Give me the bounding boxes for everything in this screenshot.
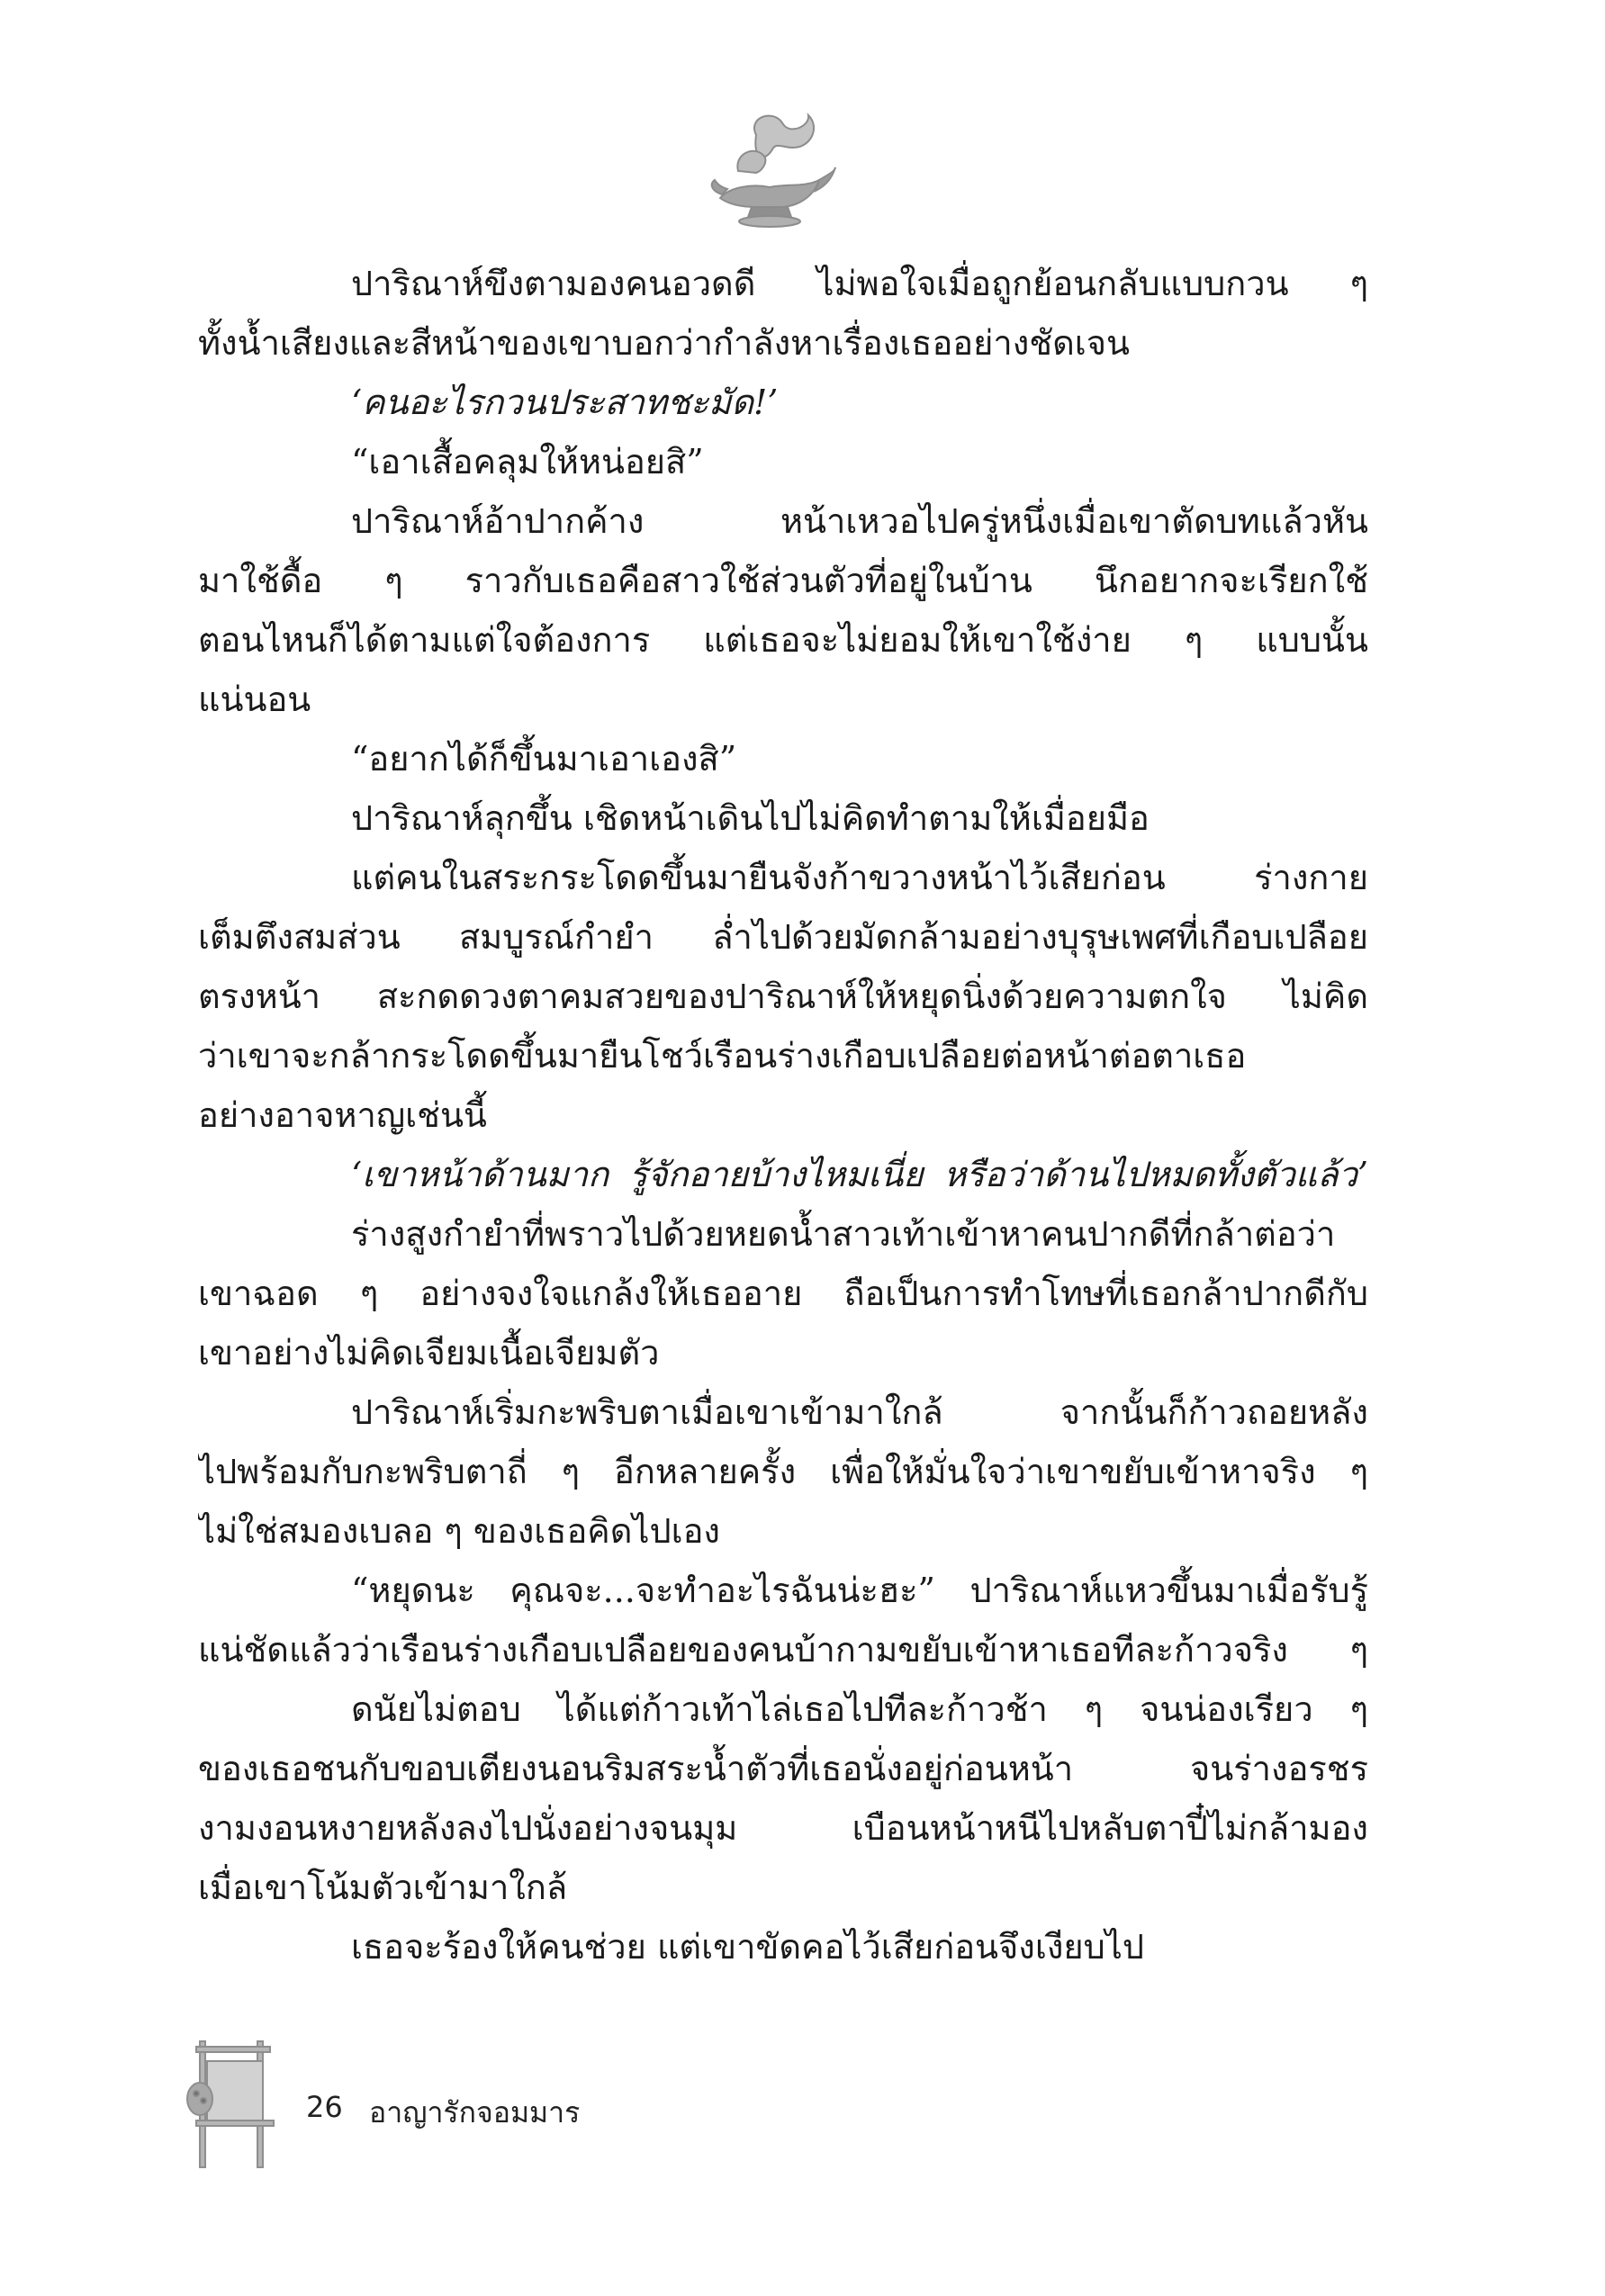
easel-icon	[180, 2034, 288, 2169]
text-line: แน่นอน	[198, 680, 311, 719]
text-line: ดนัยไม่ตอบ ได้แต่ก้าวเท้าไล่เธอไปทีละก้าวช้า ๆ จนน่องเรียว ๆ	[351, 1689, 1368, 1729]
text-line: ปาริณาห์ลุกขึ้น เชิดหน้าเดินไปไม่คิดทำตามให้เมื่อยมือ	[351, 798, 1150, 838]
text-line: ปาริณาห์อ้าปากค้าง หน้าเหวอไปครู่หนึ่งเมื่อเขาตัดบทแล้วหัน	[351, 501, 1368, 541]
text-line: ไปพร้อมกับกะพริบตาถี่ ๆ อีกหลายครั้ง เพื่อให้มั่นใจว่าเขาขยับเข้าหาจริง ๆ	[198, 1452, 1368, 1491]
text-line: ปาริณาห์เริ่มกะพริบตาเมื่อเขาเข้ามาใกล้ จากนั้นก็ก้าวถอยหลัง	[351, 1392, 1368, 1432]
body-text	[198, 254, 1368, 1976]
text-line: “หยุดนะ คุณจะ...จะทำอะไรฉันน่ะฮะ” ปาริณาห์แหวขึ้นมาเมื่อรับรู้	[351, 1571, 1368, 1610]
text-line: เขาฉอด ๆ อย่างจงใจแกล้งให้เธออาย ถือเป็นการทำโทษที่เธอกล้าปากดีกับ	[198, 1274, 1368, 1313]
text-line: ไม่ใช่สมองเบลอ ๆ ของเธอคิดไปเอง	[198, 1511, 720, 1551]
text-line: แต่คนในสระกระโดดขึ้นมายืนจังก้าขวางหน้าไว้เสียก่อน ร่างกาย	[351, 858, 1368, 897]
text-line: มาใช้ดื้อ ๆ ราวกับเธอคือสาวใช้ส่วนตัวที่อยู่ในบ้าน นึกอยากจะเรียกใช้	[198, 561, 1368, 600]
text-line: ‘เขาหน้าด้านมาก รู้จักอายบ้างไหมเนี่ย หรือว่าด้านไปหมดทั้งตัวแล้ว’	[351, 1155, 1368, 1194]
book-title: อาญารักจอมมาร	[369, 2095, 581, 2129]
text-line: ทั้งน้ำเสียงและสีหน้าของเขาบอกว่ากำลังหาเรื่องเธออย่างชัดเจน	[198, 323, 1130, 363]
text-line: ร่างสูงกำยำที่พราวไปด้วยหยดน้ำสาวเท้าเข้าหาคนปากดีที่กล้าต่อว่า	[351, 1214, 1336, 1254]
text-line: “อยากได้ก็ขึ้นมาเอาเองสิ”	[351, 739, 737, 779]
text-line: ของเธอชนกับขอบเตียงนอนริมสระน้ำตัวที่เธอนั่งอยู่ก่อนหน้า จนร่างอรชร	[198, 1749, 1368, 1788]
genie-lamp-icon	[702, 108, 837, 234]
text-line: ตอนไหนก็ได้ตามแต่ใจต้องการ แต่เธอจะไม่ยอมให้เขาใช้ง่าย ๆ แบบนั้น	[198, 620, 1368, 660]
text-line: “เอาเสื้อคลุมให้หน่อยสิ”	[351, 442, 704, 482]
text-line: ปาริณาห์ขึงตามองคนอวดดี ไม่พอใจเมื่อถูกย้อนกลับแบบกวน ๆ	[351, 264, 1368, 303]
text-line: งามงอนหงายหลังลงไปนั่งอย่างจนมุม เบือนหน้าหนีไปหลับตาปี๋ไม่กล้ามอง	[198, 1808, 1368, 1848]
page-number: 26	[306, 2090, 343, 2124]
text-line: อย่างอาจหาญเช่นนี้	[198, 1095, 487, 1135]
text-line: ว่าเขาจะกล้ากระโดดขึ้นมายืนโชว์เรือนร่างเกือบเปลือยต่อหน้าต่อตาเธอ	[198, 1036, 1247, 1076]
text-line: ‘คนอะไรกวนประสาทชะมัด!’	[351, 383, 779, 422]
text-line: แน่ชัดแล้วว่าเรือนร่างเกือบเปลือยของคนบ้ากามขยับเข้าหาเธอทีละก้าวจริง ๆ	[198, 1630, 1368, 1670]
text-line: ตรงหน้า สะกดดวงตาคมสวยของปาริณาห์ให้หยุดนิ่งด้วยความตกใจ ไม่คิด	[198, 977, 1368, 1016]
text-line: เต็มตึงสมส่วน สมบูรณ์กำยำ ล่ำไปด้วยมัดกล้ามอย่างบุรุษเพศที่เกือบเปลือย	[198, 917, 1368, 957]
text-line: เธอจะร้องให้คนช่วย แต่เขาขัดคอไว้เสียก่อนจึงเงียบไป	[351, 1927, 1144, 1967]
text-line: เขาอย่างไม่คิดเจียมเนื้อเจียมตัว	[198, 1333, 660, 1373]
page-footer	[180, 2034, 630, 2169]
text-line: เมื่อเขาโน้มตัวเข้ามาใกล้	[198, 1868, 568, 1907]
